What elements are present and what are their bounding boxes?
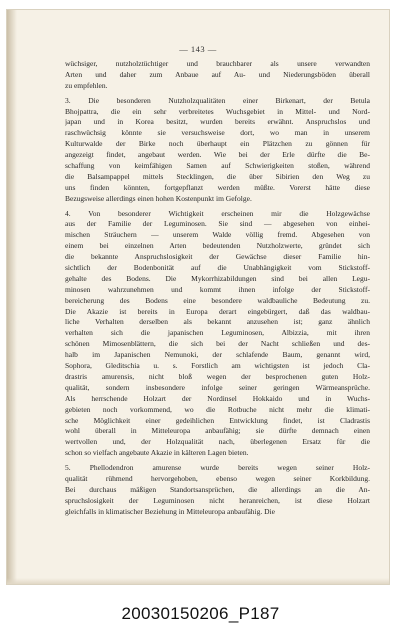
text-line: Die Akazie ist bereits in Europa derart eingebürgert, daß das waldbau-: [65, 306, 370, 316]
text-line: japan und in Korea besitzt, wurden bereits erwähnt. Anspruchslos und: [65, 117, 370, 127]
text-line: 4. Von besonderer Wichtigkeit erscheinen mir die Holzgewächse: [65, 208, 370, 218]
text-line: uns finden könnten, fortgepflanzt werden müßte. Vorerst hätte diese: [65, 182, 370, 192]
paragraph: [65, 463, 370, 517]
paragraph: [65, 209, 370, 459]
text-line: Bezugsweise allerdings einen hohen Kostenpunkt im Gefolge.: [65, 193, 252, 203]
image-id-caption: 20030150206_P187: [121, 604, 280, 623]
text-line: die Balsampappel mittels Stecklingen, die über Sibirien den Weg zu: [65, 171, 370, 181]
body-text: [65, 59, 370, 518]
text-line: wüchsiger, nutzholztüchtiger und brauchbarer als unsere verwandten: [65, 59, 370, 68]
text-line: schaffung von keimfähigen Samen auf Schwierigkeiten stoßen, während: [65, 161, 370, 171]
text-line: spruchslosigkeit der Leguminosen nicht heranreichen, ist diese Holzart: [65, 495, 370, 505]
text-line: schon so vielfach angebaute Akazie in kälteren Lagen bieten.: [65, 448, 249, 458]
text-line: wohl überall in Mitteleuropa anbaufähig; sie dürfte demnach einen: [65, 426, 370, 436]
text-line: aus der Familie der Leguminosen. Sie sind — abgesehen von einhei-: [65, 219, 370, 229]
text-line: drastris amurensis, nicht bloß wegen der besprochenen guten Holz-: [65, 371, 370, 381]
text-line: qualität rühmend hervorgehoben, ebenso wegen seiner Korkbildung.: [65, 473, 370, 483]
text-line: minosen wahrzunehmen und kommt ihnen infolge der Stickstoff-: [65, 284, 370, 294]
text-line: Bei durchaus mäßigen Standortsansprüchen, die allerdings an die An-: [65, 484, 370, 494]
text-line: raschwüchsig könnte sie versuchsweise dort, wo man in unserem: [65, 128, 370, 138]
text-line: verhalten sich die japanischen Leguminosen, Albizzia, mit ihren: [65, 328, 370, 338]
text-line: gebieten noch vorkommend, wo die Rotbuche nicht mehr die klimati-: [65, 404, 370, 414]
page-gutter-shadow: [7, 10, 17, 584]
paragraph: [65, 96, 370, 205]
text-line: bereicherung des Bodens eine besondere waldbauliche Bedeutung zu.: [65, 295, 370, 305]
text-line: 5. Phellodendron amurense wurde bereits wegen seiner Holz-: [65, 463, 370, 473]
text-line: halb im Japanischen Nemunoki, der schlafende Baum, genannt wird,: [65, 350, 370, 360]
text-line: einem bei einzelnen Arten bedeutenden Nutzholzwerte, gründet sich: [65, 241, 370, 251]
text-line: wertvollen und, der Holzqualität nach, überlegenen Ersatz für die: [65, 437, 370, 447]
text-line: sche Möglichkeit einer gedeihlichen Entwicklung findet, ist Cladrastis: [65, 415, 370, 425]
text-line: mischen Sträuchern — unserem Walde völlig fremd. Abgesehen von: [65, 230, 370, 240]
page-number: — 143 —: [179, 44, 217, 54]
page-bottom-edge: [7, 578, 389, 584]
text-line: die bekannte Anspruchslosigkeit der Gewächse dieser Familie hin-: [65, 252, 370, 262]
paragraph: [65, 59, 370, 92]
text-line: angezeigt findet, angebaut werden. Wie bei der Erle dürfte die Be-: [65, 150, 370, 160]
text-line: qualität, sondern insbesondere infolge seiner geringen Wärmeansprüche.: [65, 382, 370, 392]
text-line: sichtlich der Bodenbonität auf die Unabhängigkeit vom Stickstoff-: [65, 263, 370, 273]
book-page: [7, 10, 389, 584]
text-line: gleichfalls in klimatischer Beziehung in Mitteleuropa anbaufähig. Die: [65, 506, 275, 516]
text-line: Arten und daher zum Anbaue auf Au- und Niederungsböden überall: [65, 69, 370, 79]
text-line: schönen Mimosenblättern, die sich bei der Nacht schließen und des-: [65, 339, 370, 349]
text-line: 3. Die besonderen Nutzholzqualitäten einer Birkenart, der Betula: [65, 95, 370, 105]
text-line: Kulturwalde der Birke noch überhaupt ein Plätzchen zu gönnen für: [65, 139, 370, 149]
text-line: Bhojpattra, die ein sehr verbreitetes Wuchsgebiet in Mittel- und Nord-: [65, 106, 370, 116]
text-line: Als herrschende Holzart der Nordinsel Hokkaido und in Wuchs-: [65, 393, 370, 403]
text-line: Sophora, Gleditschia u. s. Forstlich am wichtigsten ist jedoch Cla-: [65, 361, 370, 371]
text-line: zu empfehlen.: [65, 80, 108, 90]
text-line: liche Verhalten derselben als bekannt anzusehen ist; ganz ähnlich: [65, 317, 370, 327]
text-line: gehalte des Bodens. Die Mykorrhizabildungen sind bei allen Legu-: [65, 273, 370, 283]
